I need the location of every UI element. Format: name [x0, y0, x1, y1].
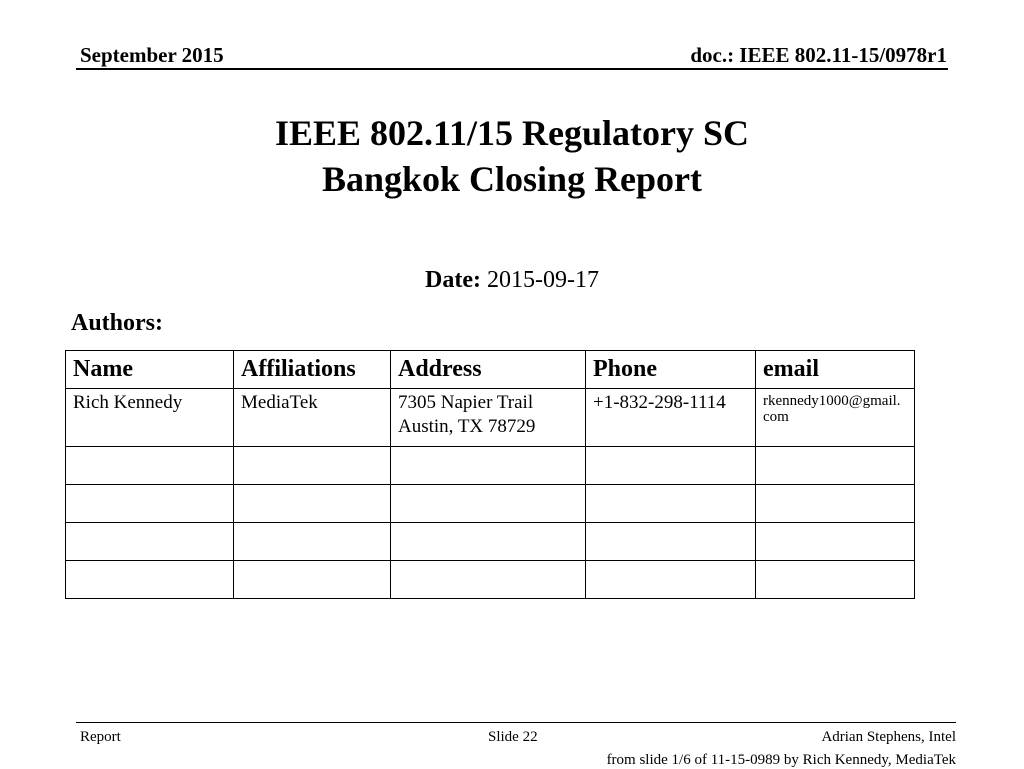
address-line-2: Austin, TX 78729	[398, 416, 536, 437]
slide-number: Slide 22	[488, 729, 538, 745]
table-row	[66, 485, 915, 523]
empty-cell	[66, 447, 234, 485]
empty-cell	[756, 561, 915, 599]
empty-cell	[234, 523, 391, 561]
column-header-phone: Phone	[586, 351, 756, 389]
empty-cell	[234, 447, 391, 485]
empty-cell	[66, 561, 234, 599]
empty-cell	[586, 561, 756, 599]
empty-cell	[66, 523, 234, 561]
header-doc-id: doc.: IEEE 802.11-15/0978r1	[690, 43, 947, 67]
authors-table	[65, 350, 915, 599]
column-header-name: Name	[66, 351, 234, 389]
header-divider	[76, 68, 948, 70]
table-header-row	[66, 351, 915, 389]
footer-source: from slide 1/6 of 11-15-0989 by Rich Kennedy, MediaTek	[606, 752, 956, 768]
table-row	[66, 447, 915, 485]
empty-cell	[391, 523, 586, 561]
empty-cell	[66, 485, 234, 523]
slide-title	[0, 110, 1024, 202]
empty-cell	[756, 523, 915, 561]
author-email: rkennedy1000@gmail.com	[756, 389, 915, 447]
title-line-1: IEEE 802.11/15 Regulatory SC	[274, 113, 750, 153]
table-row	[66, 523, 915, 561]
author-phone: +1-832-298-1114	[586, 389, 756, 447]
date-line	[0, 265, 1024, 295]
footer-divider	[76, 722, 956, 723]
empty-cell	[234, 485, 391, 523]
empty-cell	[586, 447, 756, 485]
author-address	[391, 389, 586, 447]
footer-author: Adrian Stephens, Intel	[821, 729, 956, 745]
empty-cell	[756, 485, 915, 523]
date-value: 2015-09-17	[486, 267, 599, 293]
date-label: Date:	[425, 267, 481, 293]
authors-heading: Authors:	[71, 310, 164, 336]
footer-left: Report	[80, 729, 121, 745]
column-header-affiliations: Affiliations	[234, 351, 391, 389]
column-header-address: Address	[391, 351, 586, 389]
empty-cell	[234, 561, 391, 599]
empty-cell	[391, 561, 586, 599]
table-row	[66, 561, 915, 599]
empty-cell	[586, 485, 756, 523]
column-header-email: email	[756, 351, 915, 389]
address-line-1: 7305 Napier Trail	[398, 392, 534, 413]
table-row	[66, 389, 915, 447]
author-affiliation: MediaTek	[234, 389, 391, 447]
author-name: Rich Kennedy	[66, 389, 234, 447]
empty-cell	[391, 447, 586, 485]
empty-cell	[756, 447, 915, 485]
header-date: September 2015	[80, 43, 224, 67]
empty-cell	[391, 485, 586, 523]
title-line-2: Bangkok Closing Report	[321, 159, 703, 199]
empty-cell	[586, 523, 756, 561]
